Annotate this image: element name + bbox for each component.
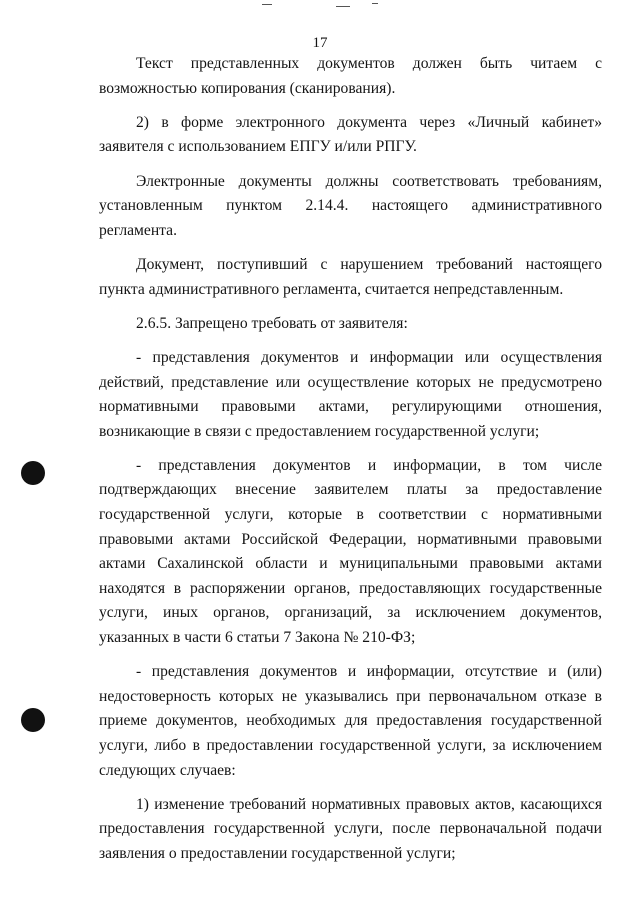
paragraph-electronic-requirements: Электронные документы должны соответствовать требованиям, установленным пунктом 2.14.4. настоящего административного регламента. xyxy=(99,172,602,239)
punch-hole xyxy=(21,708,45,732)
list-item-refusal: - представления документов и информации, отсутствие и (или) недостоверность которых не указывались при первоначальном отказе в приеме документов, необходимых для предоставления государственной услуги, либо в предоставлении государственной услуги, за исключением следующих случаев: xyxy=(99,663,602,779)
paragraph-not-submitted: Документ, поступивший с нарушением требований настоящего пункта административного регламента, считается непредставленным. xyxy=(99,255,602,298)
paragraph-section-2-6-5: 2.6.5. Запрещено требовать от заявителя: xyxy=(136,314,408,332)
list-item-actions: - представления документов и информации или осуществления действий, представление или осуществление которых не предусмотрено нормативными правовыми актами, регулирующими отношения, возникающие в связи с предоставлением государственной услуги; xyxy=(99,348,602,440)
scan-speck xyxy=(372,3,378,4)
scan-speck xyxy=(262,4,272,5)
list-item-law-change: 1) изменение требований нормативных правовых актов, касающихся предоставления государственной услуги, после первоначальной подачи заявления о предоставлении государственной услуги; xyxy=(99,795,602,862)
document-body xyxy=(99,52,602,876)
list-item-documents: - представления документов и информации, в том числе подтверждающих внесение заявителем платы за предоставление государственной услуги, которые в соответствии с нормативными правовыми актами Российской Федерации, нормативными правовыми актами Сахалинской области и муниципальными правовыми актами находятся в распоряжении органов, предоставляющих государственные услуги, иных органов, организаций, за исключением документов, указанных в части 6 статьи 7 Закона № 210-ФЗ; xyxy=(99,456,602,647)
punch-hole xyxy=(21,461,45,485)
page-number: 17 xyxy=(312,35,328,51)
paragraph-scan-copy: Текст представленных документов должен быть читаем с возможностью копирования (сканирования). xyxy=(99,55,602,97)
scan-speck xyxy=(336,6,350,7)
paragraph-electronic-form: 2) в форме электронного документа через «Личный кабинет» заявителя с использованием ЕПГУ и/или РПГУ. xyxy=(99,113,602,156)
